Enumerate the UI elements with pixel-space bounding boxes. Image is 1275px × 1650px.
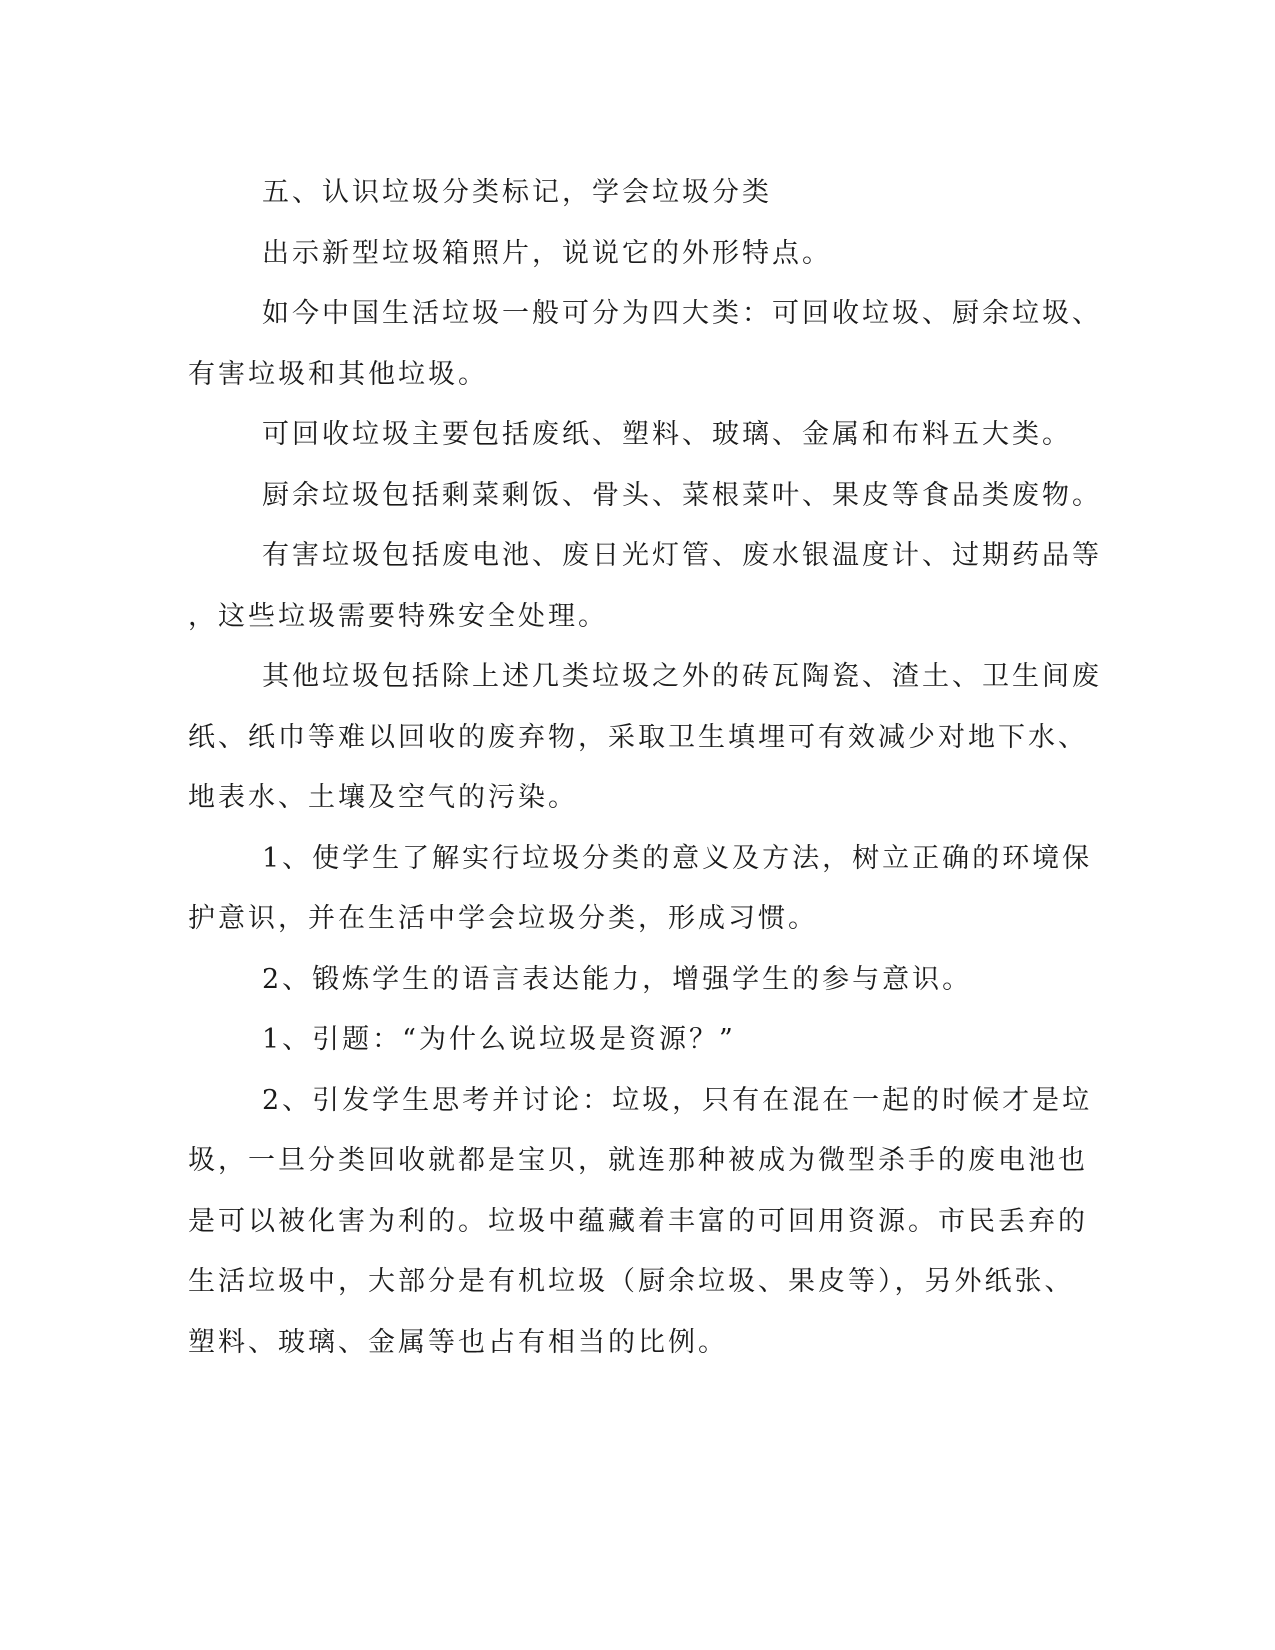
text-line: ，这些垃圾需要特殊安全处理。: [188, 600, 608, 632]
paragraph-kitchen-waste: [188, 466, 1102, 527]
text-line: 是可以被化害为利的。垃圾中蕴藏着丰富的可回用资源。市民丢弃的: [188, 1205, 1088, 1237]
paragraph-goal-1: [188, 829, 1093, 950]
text-line: 如今中国生活垃圾一般可分为四大类：可回收垃圾、厨余垃圾、: [262, 298, 1102, 329]
paragraph-step-1: [188, 1010, 1078, 1071]
text-line: 地表水、土壤及空气的污染。: [188, 782, 578, 813]
text-line: 可回收垃圾主要包括废纸、塑料、玻璃、金属和布料五大类。: [262, 419, 1072, 450]
paragraph-section-heading: [188, 163, 1078, 224]
paragraph-recyclable: [188, 405, 1078, 466]
text-line: 圾，一旦分类回收就都是宝贝，就连那种被成为微型杀手的废电池也: [188, 1145, 1088, 1176]
text-line: 塑料、玻璃、金属等也占有相当的比例。: [188, 1326, 728, 1358]
text-line: 厨余垃圾包括剩菜剩饭、骨头、菜根菜叶、果皮等食品类废物。: [262, 479, 1102, 511]
text-line: 五、认识垃圾分类标记，学会垃圾分类: [262, 177, 772, 208]
text-line: 2、引发学生思考并讨论：垃圾，只有在混在一起的时候才是垃: [262, 1084, 1093, 1116]
text-line: 护意识，并在生活中学会垃圾分类，形成习惯。: [188, 903, 818, 934]
text-line: 出示新型垃圾箱照片，说说它的外形特点。: [262, 237, 832, 269]
text-line: 1、使学生了解实行垃圾分类的意义及方法，树立正确的环境保: [262, 842, 1093, 874]
text-line: 有害垃圾和其他垃圾。: [188, 358, 488, 390]
text-line: 1、引题：“为什么说垃圾是资源？”: [262, 1024, 736, 1055]
paragraph-other-waste: [188, 647, 1102, 829]
document-body: [188, 163, 1102, 1373]
paragraph-goal-2: [188, 950, 1078, 1011]
text-line: 2、锻炼学生的语言表达能力，增强学生的参与意识。: [262, 963, 973, 995]
text-line: 纸、纸巾等难以回收的废弃物，采取卫生填埋可有效减少对地下水、: [188, 721, 1088, 753]
paragraph-show-photo: [188, 224, 1078, 285]
text-line: 有害垃圾包括废电池、废日光灯管、废水银温度计、过期药品等: [262, 540, 1102, 571]
paragraph-hazardous: [188, 526, 1102, 647]
paragraph-step-2: [188, 1071, 1093, 1374]
paragraph-four-categories: [188, 284, 1102, 405]
text-line: 生活垃圾中，大部分是有机垃圾（厨余垃圾、果皮等），另外纸张、: [188, 1266, 1075, 1297]
text-line: 其他垃圾包括除上述几类垃圾之外的砖瓦陶瓷、渣土、卫生间废: [262, 661, 1102, 692]
